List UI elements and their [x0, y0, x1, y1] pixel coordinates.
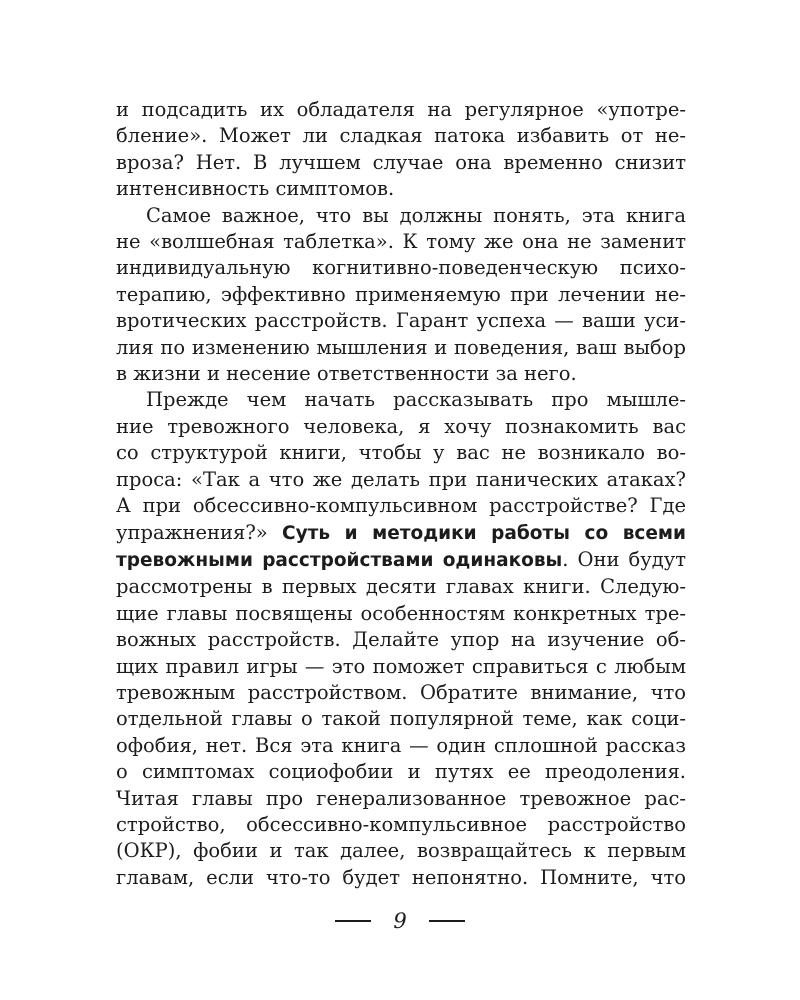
text-line: (ОКР), фобии и так далее, возвращайтесь к первым — [116, 839, 686, 863]
text-line: индивидуальную когнитивно-поведенческую психо- — [116, 256, 686, 280]
folio-left-rule — [335, 920, 371, 922]
bold-emphasis: Суть и методики работы со всеми — [282, 522, 686, 544]
text-line-mixed — [116, 520, 686, 547]
text-line: тревожным расстройством. Обратите внимание, что — [116, 680, 686, 704]
body-text — [116, 97, 686, 891]
text-line-regular-part: упражнения?» — [116, 520, 268, 544]
text-line: щих правил игры — это поможет справиться с любым — [116, 654, 686, 678]
text-line: А при обсессивно-компульсивном расстройстве? Где — [116, 494, 686, 518]
text-line: в жизни и несение ответственности за него. — [116, 362, 577, 386]
text-line: не «волшебная таблетка». К тому же она не заменит — [116, 230, 686, 254]
text-line: интенсивность симптомов. — [116, 177, 395, 201]
text-line: и подсадить их обладателя на регулярное «употре- — [116, 98, 686, 121]
text-line-regular-part: . Они будут — [562, 547, 686, 571]
text-line: вожных расстройств. Делайте упор на изучение об- — [116, 628, 686, 652]
text-line: проса: «Так а что же делать при панических атаках? — [116, 467, 686, 491]
text-line: главам, если что-то будет непонятно. Помните, что — [116, 865, 686, 889]
paragraph-start-line: Прежде чем начать рассказывать про мышле- — [146, 388, 686, 412]
text-line: стройство, обсессивно-компульсивное расстройство — [116, 812, 686, 836]
text-line: щие главы посвящены особенностям конкретных тре- — [116, 601, 686, 625]
text-line: со структурой книги, чтобы у вас не возникало во- — [116, 441, 686, 465]
paragraph-start-line: Самое важное, что вы должны понять, эта книга — [146, 203, 686, 227]
text-line: лия по изменению мышления и поведения, ваш выбор — [116, 335, 686, 359]
text-line-mixed — [116, 547, 686, 574]
text-line: о симптомах социофобии и путях ее преодоления. — [116, 760, 686, 784]
bold-emphasis: тревожными расстройствами одинаковы — [116, 549, 563, 571]
text-line: офобия, нет. Вся эта книга — один сплошной рассказ — [116, 733, 686, 757]
text-line: терапию, эффективно применяемую при лечении не- — [116, 282, 686, 306]
text-line: Читая главы про генерализованное тревожное рас- — [116, 786, 686, 810]
text-line: ние тревожного человека, я хочу познакомить вас — [116, 414, 686, 438]
text-line: бление». Может ли сладкая патока избавить от не- — [116, 124, 686, 148]
folio-right-rule — [429, 920, 465, 922]
page-folio — [0, 906, 800, 936]
page-number: 9 — [393, 909, 407, 933]
text-line: отдельной главы о такой популярной теме, как соци- — [116, 707, 686, 731]
text-line: вротических расстройств. Гарант успеха — ваши уси- — [116, 309, 686, 333]
text-line: вроза? Нет. В лучшем случае она временно снизит — [116, 150, 686, 174]
text-line: рассмотрены в первых десяти главах книги. Следую- — [116, 575, 686, 599]
